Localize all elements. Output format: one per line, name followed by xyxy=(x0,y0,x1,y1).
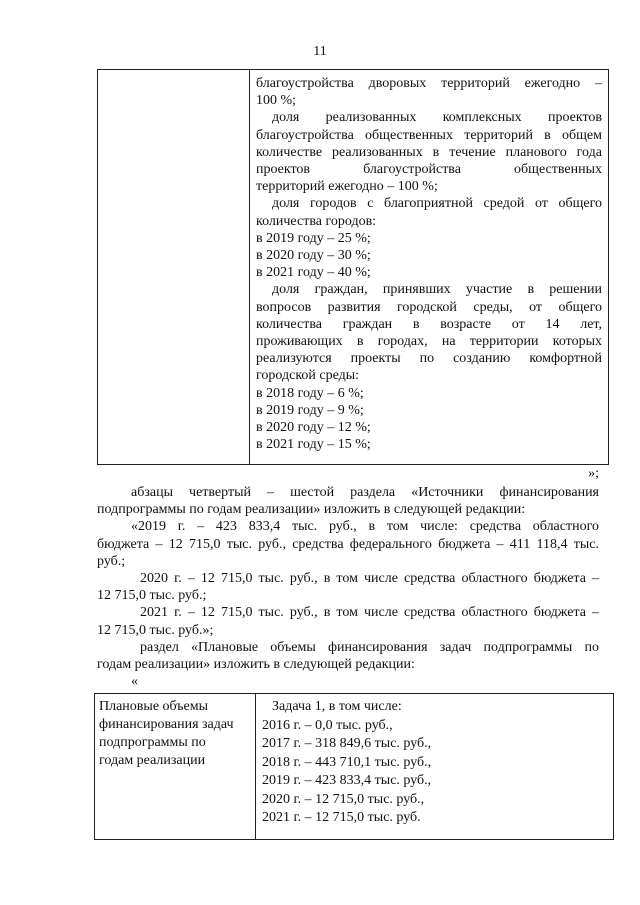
text-line: проживающих в городах, на территории которых xyxy=(256,334,602,350)
amendment-text xyxy=(97,484,599,690)
label-line: Плановые объемы xyxy=(99,699,209,714)
text-line: в 2019 году – 25 %; xyxy=(256,230,371,246)
label-line: годам реализации xyxy=(99,753,206,768)
text-line: территорий ежегодно – 100 %; xyxy=(256,179,438,195)
indicators-table-content-cell xyxy=(250,70,609,465)
paragraph-line: «2019 г. – 423 833,4 тыс. руб., в том числе: средства областного xyxy=(131,519,599,535)
paragraph-line: бюджета – 12 715,0 тыс. руб., средства федерального бюджета – 411 118,4 тыс. xyxy=(97,536,599,552)
label-line: финансирования задач xyxy=(99,717,234,732)
text-line: 100 %; xyxy=(256,93,297,109)
paragraph-line: раздел «Плановые объемы финансирования задач подпрограммы по xyxy=(140,639,599,655)
text-line: в 2018 году – 6 %; xyxy=(256,385,364,401)
paragraph-line: « xyxy=(131,674,138,690)
funding-line: 2020 г. – 12 715,0 тыс. руб., xyxy=(262,791,425,807)
indicators-table xyxy=(97,69,609,465)
funding-table-label-cell xyxy=(95,694,256,840)
closing-quote-mark: »; xyxy=(588,466,599,481)
funding-line: 2021 г. – 12 715,0 тыс. руб. xyxy=(262,810,421,825)
indicators-table-label-cell xyxy=(98,70,250,465)
paragraph-line: абзацы четвертый – шестой раздела «Источники финансирования xyxy=(131,485,599,500)
funding-line: 2016 г. – 0,0 тыс. руб., xyxy=(262,717,393,733)
text-line: в 2020 году – 12 %; xyxy=(256,420,371,436)
text-line: доля граждан, принявших участие в решении xyxy=(272,282,602,298)
text-line: городской среды: xyxy=(256,368,360,384)
paragraph-line: 12 715,0 тыс. руб.; xyxy=(97,588,207,604)
funding-table xyxy=(94,693,614,840)
text-line: в 2021 году – 40 %; xyxy=(256,265,371,281)
text-line: в 2019 году – 9 %; xyxy=(256,402,364,418)
text-line: благоустройства дворовых территорий ежегодно – xyxy=(256,76,602,91)
text-line: вопросов развития городской среды, от общего xyxy=(256,299,602,315)
text-line: проектов благоустройства общественных xyxy=(256,162,602,178)
paragraph-line: 2021 г. – 12 715,0 тыс. руб., в том числе средства областного бюджета – xyxy=(140,605,599,621)
paragraph-line: годам реализации» изложить в следующей редакции: xyxy=(97,656,415,672)
text-line: в 2020 году – 30 %; xyxy=(256,248,371,264)
funding-table-content-cell xyxy=(256,694,614,840)
funding-line: 2018 г. – 443 710,1 тыс. руб., xyxy=(262,754,432,770)
text-line: реализуются проекты по созданию комфортной xyxy=(256,351,602,367)
page-number: 11 xyxy=(313,44,327,59)
text-line: количестве реализованных в течение планового года xyxy=(256,144,602,160)
funding-line: 2017 г. – 318 849,6 тыс. руб., xyxy=(262,736,432,751)
text-line: благоустройства общественных территорий в общем xyxy=(256,127,602,143)
label-line: подпрограммы по xyxy=(99,735,206,750)
text-line: доля реализованных комплексных проектов xyxy=(272,110,602,126)
paragraph-line: 12 715,0 тыс. руб.»; xyxy=(97,622,214,638)
text-line: в 2021 году – 15 %; xyxy=(256,437,371,453)
text-line: количества городов: xyxy=(256,213,377,229)
paragraph-line: 2020 г. – 12 715,0 тыс. руб., в том числе средства областного бюджета – xyxy=(140,570,599,586)
text-line: количества граждан в возрасте от 14 лет, xyxy=(256,316,602,332)
text-line: доля городов с благоприятной средой от общего xyxy=(272,196,602,212)
paragraph-line: руб.; xyxy=(97,553,126,569)
funding-line: 2019 г. – 423 833,4 тыс. руб., xyxy=(262,773,432,788)
funding-line: Задача 1, в том числе: xyxy=(272,699,402,714)
paragraph-line: подпрограммы по годам реализации» изложить в следующей редакции: xyxy=(97,502,526,518)
